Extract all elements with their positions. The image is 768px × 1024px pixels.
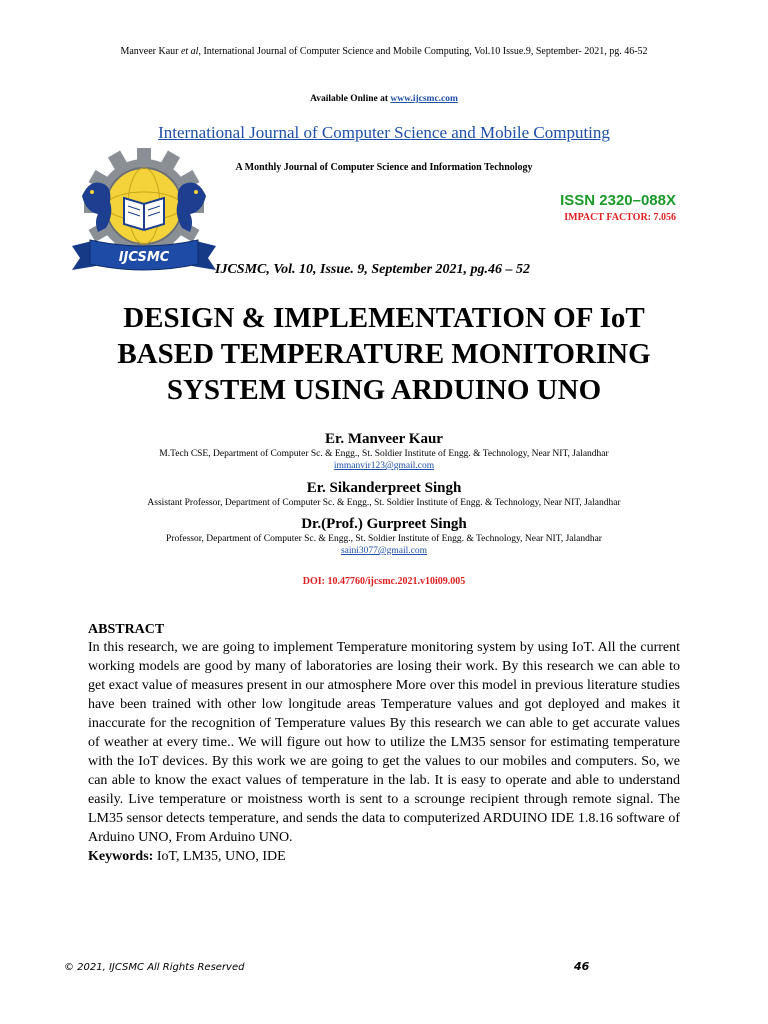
abstract-section [88,621,680,866]
author-name: Er. Sikanderpreet Singh [306,480,462,496]
available-online [0,94,768,104]
title-line-3: SYSTEM USING ARDUINO UNO [166,374,602,406]
issn: ISSN 2320–088X [560,192,676,209]
author-affiliation: Professor, Department of Computer Sc. & Engg., St. Soldier Institute of Engg. & Technology, Near NIT, Jalandhar [166,534,602,544]
title-line-1: DESIGN & IMPLEMENTATION OF IoT [123,302,645,334]
footer-copyright: © 2021, IJCSMC All Rights Reserved [64,962,245,973]
author-affiliation: M.Tech CSE, Department of Computer Sc. & Engg., St. Soldier Institute of Engg. & Technology, Near NIT, Jalandhar [159,449,609,459]
author-name: Dr.(Prof.) Gurpreet Singh [301,516,467,532]
author-affiliation: Assistant Professor, Department of Computer Sc. & Engg., St. Soldier Institute of Engg. & Technology, Near NIT, Jalandhar [147,498,621,508]
keywords-list: IoT, LM35, UNO, IDE [153,849,286,864]
running-head-suffix: , International Journal of Computer Science and Mobile Computing, Vol.10 Issue.9, September- 2021, pg. 46-52 [198,46,648,57]
doi: DOI: 10.47760/ijcsmc.2021.v10i09.005 [302,576,466,587]
journal-website-link[interactable]: www.ijcsmc.com [390,94,458,104]
keywords-line [88,847,680,866]
logo-text: IJCSMC [118,250,170,265]
paper-title [40,300,728,408]
author-email[interactable]: saini3077@gmail.com [340,546,428,556]
journal-name[interactable]: International Journal of Computer Science and Mobile Computing [158,123,610,142]
author-1 [0,430,768,472]
impact-factor: IMPACT FACTOR: 7.056 [564,212,676,223]
volume-line: IJCSMC, Vol. 10, Issue. 9, September 2021, pg.46 – 52 [215,262,531,277]
author-email[interactable]: immanvir123@gmail.com [333,461,435,471]
abstract-heading: ABSTRACT [88,622,165,637]
author-name: Er. Manveer Kaur [325,431,443,447]
available-prefix: Available Online at [310,94,391,104]
abstract-body: In this research, we are going to implement Temperature monitoring system by using IoT. All the current working models are good by many of laboratories are losing their work. By this research we can able to get exact value of measures present in our atmosphere More over this model in previous literature studies have been trained with other low longitude areas Temperature values and got deployed and makes it inaccurate for the recognition of Temperature values By this research we can able to get accurate values of weather at every time.. We will figure out how to utilize the LM35 sensor for estimating temperature with the IoT devices. By this work we are going to get the values to our mobiles and computers. So, we can able to know the exact values of temperature in the lab. It is easy to operate and able to understand easily. Live temperature or moistness worth is sent to a scrounge recipient through remote signal. The LM35 sensor detects temperature, and sends the data to computerized ARDUINO IDE 1.8.16 software of Arduino UNO, From Arduino UNO. [88,640,680,845]
author-3 [0,515,768,557]
running-head-prefix: Manveer Kaur [120,46,181,57]
page-number: 46 [574,960,590,973]
author-2 [0,479,768,509]
keywords-label: Keywords: [88,849,154,864]
running-header [0,46,768,57]
journal-tagline: A Monthly Journal of Computer Science and Information Technology [235,162,533,173]
title-line-2: BASED TEMPERATURE MONITORING [117,338,651,370]
journal-logo [68,148,220,276]
running-head-etal: et al [180,46,199,57]
